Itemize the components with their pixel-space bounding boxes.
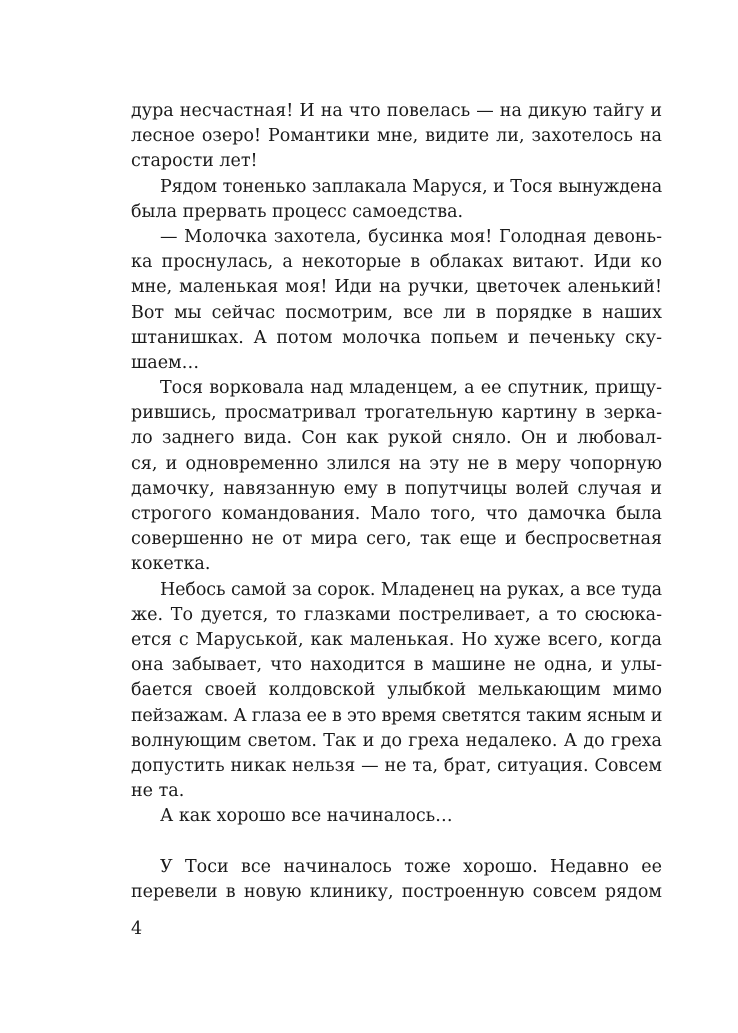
text-line: ся, и одновременно злился на эту не в меру чопорную: [131, 453, 662, 474]
blank-line: [131, 829, 662, 854]
text-line: строгого командования. Мало того, что дамочка была: [131, 504, 662, 524]
text-line: она забывает, что находится в машине не одна, и улы-: [131, 655, 662, 676]
text-line: ка проснулась, а некоторые в облаках витают. Иди ко: [131, 252, 662, 273]
text-line: бается своей колдовской улыбкой мелькающим мимо: [131, 680, 662, 701]
text-line: допустить никак нельзя — не та, брат, ситуация. Совсем: [131, 755, 662, 776]
text-line: кокетка.: [131, 554, 211, 575]
text-line: лесное озеро! Романтики мне, видите ли, захотелось на: [131, 126, 662, 147]
text-line: перевели в новую клинику, построенную совсем рядом: [131, 881, 662, 902]
text-line: Тося ворковала над младенцем, а ее спутник, прищу-: [160, 378, 662, 399]
text-line: А как хорошо все начиналось…: [160, 806, 453, 827]
text-line: У Тоси все начиналось тоже хорошо. Недавно ее: [160, 856, 662, 877]
text-line: совершенно не от мира сего, так еще и беспросветная: [131, 529, 662, 550]
text-line: — Молочка захотела, бусинка моя! Голодная девонь-: [160, 226, 662, 247]
text-line: же. То дуется, то глазками постреливает, а то сюсюка-: [131, 604, 662, 625]
text-line: ется с Маруськой, как маленькая. Но хуже всего, когда: [131, 629, 662, 650]
text-line: шаем…: [131, 352, 200, 373]
text-line: дамочку, навязанную ему в попутчицы волей случая и: [131, 478, 662, 499]
body-text: [131, 99, 662, 905]
text-line: Небось самой за сорок. Младенец на руках, а все туда: [160, 579, 662, 600]
text-line: волнующим светом. Так и до греха недалеко. А до греха: [131, 730, 662, 751]
page-number: 4: [131, 919, 143, 939]
text-line: не та.: [131, 781, 185, 802]
text-line: ло заднего вида. Сон как рукой сняло. Он и любовал-: [131, 428, 662, 449]
text-line: мне, маленькая моя! Иди на ручки, цветочек аленький!: [131, 277, 662, 298]
text-line: Рядом тоненько заплакала Маруся, и Тося вынуждена: [160, 176, 662, 197]
text-line: дура несчастная! И на что повелась — на дикую тайгу и: [131, 101, 662, 121]
text-line: Вот мы сейчас посмотрим, все ли в порядке в наших: [131, 302, 662, 323]
text-line: старости лет!: [131, 151, 258, 172]
text-line: рившись, просматривал трогательную картину в зерка-: [131, 403, 662, 424]
text-line: штанишках. А потом молочка попьем и печеньку ску-: [131, 327, 662, 348]
text-line: была прервать процесс самоедства.: [131, 201, 464, 222]
text-line: пейзажам. А глаза ее в это время светятся таким ясным и: [131, 705, 663, 726]
